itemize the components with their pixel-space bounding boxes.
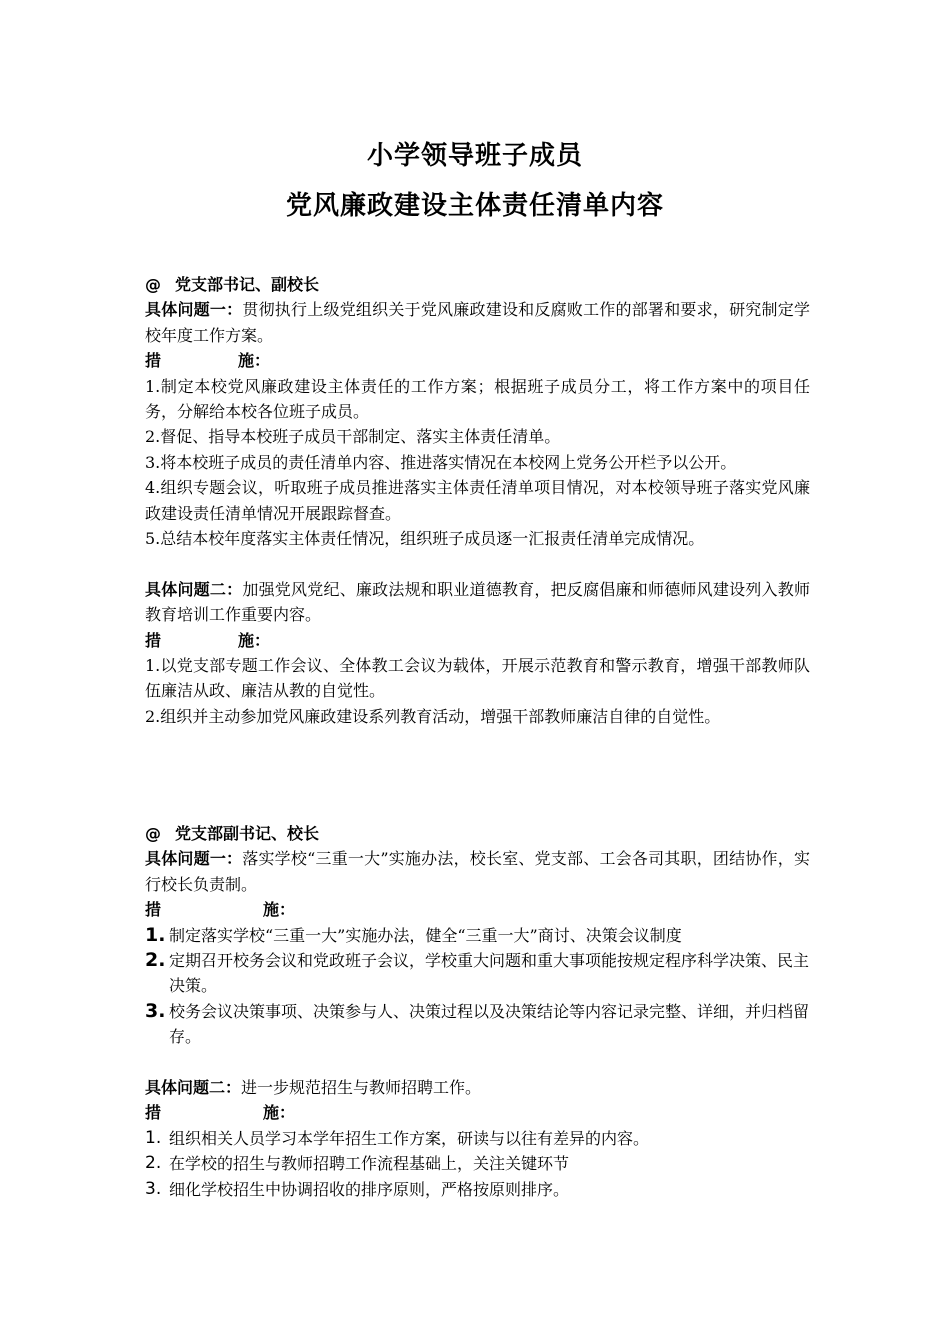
- item-number: 1.: [145, 923, 166, 946]
- measure-item: 3.将本校班子成员的责任清单内容、推进落实情况在本校网上党务公开栏予以公开。: [145, 452, 737, 472]
- measure-item: [145, 1177, 810, 1202]
- measure-item: 5.总结本校年度落实主体责任情况，组织班子成员逐一汇报责任清单完成情况。: [145, 529, 705, 549]
- heading-text: 党支部书记、副校长: [175, 275, 320, 294]
- measure-item: 2.督促、指导本校班子成员干部制定、落实主体责任清单。: [145, 427, 561, 447]
- measures-label: 措 施：: [145, 630, 270, 650]
- item-text: 在学校的招生与教师招聘工作流程基础上，关注关键环节: [169, 1154, 570, 1174]
- measure-item: [145, 923, 810, 948]
- measure-item: [145, 1126, 810, 1151]
- item-text: 细化学校招生中协调招收的排序原则，严格按原则排序。: [169, 1179, 570, 1199]
- section-principal: [145, 821, 810, 1202]
- problem-label: 具体问题一：: [145, 300, 243, 320]
- heading-marker: @: [145, 275, 161, 294]
- problem-label: 具体问题一：: [145, 849, 243, 869]
- measure-item: 2.组织并主动参加党风廉政建设系列教育活动，增强干部教师廉洁自律的自觉性。: [145, 706, 721, 726]
- problem-text: 贯彻执行上级党组织关于党风廉政建设和反腐败工作的部署和要求，研究制定学校年度工作方案。: [145, 300, 810, 345]
- item-text: 校务会议决策事项、决策参与人、决策过程以及决策结论等内容记录完整、详细，并归档留存。: [169, 1001, 810, 1047]
- section-heading: [145, 821, 810, 846]
- problem-label: 具体问题二：: [145, 579, 243, 599]
- problem-text: 进一步规范招生与教师招聘工作。: [241, 1078, 482, 1098]
- measures-label: 措 施：: [145, 1103, 295, 1123]
- measure-item: 1.以党支部专题工作会议、全体教工会议为载体，开展示范教育和警示教育，增强干部教师队伍廉洁从政、廉洁从教的自觉性。: [145, 656, 810, 701]
- problem-paragraph: [145, 297, 810, 348]
- measure-item: [145, 999, 810, 1050]
- measure-item: [145, 1151, 810, 1176]
- problem-text: 落实学校“三重一大”实施办法，校长室、党支部、工会各司其职，团结协作，实行校长负责制。: [145, 849, 810, 894]
- item-text: 制定落实学校“三重一大”实施办法，健全“三重一大”商讨、决策会议制度: [169, 925, 682, 945]
- section-party-secretary: [145, 272, 810, 729]
- problem-text: 加强党风党纪、廉政法规和职业道德教育，把反腐倡廉和师德师风建设列入教师教育培训工作重要内容。: [145, 579, 810, 625]
- problem-paragraph: [145, 1075, 810, 1100]
- measures-label: 措 施：: [145, 351, 270, 371]
- heading-marker: @: [145, 824, 161, 843]
- item-text: 定期召开校务会议和党政班子会议，学校重大问题和重大事项能按规定程序科学决策、民主决策。: [169, 951, 810, 996]
- item-number: 2.: [145, 1153, 162, 1174]
- item-number: 2.: [145, 949, 166, 972]
- problem-paragraph: [145, 846, 810, 897]
- heading-text: 党支部副书记、校长: [175, 824, 320, 843]
- measure-item: 1.制定本校党风廉政建设主体责任的工作方案；根据班子成员分工，将工作方案中的项目任务，分解给本校各位班子成员。: [145, 376, 810, 422]
- item-number: 3.: [145, 1178, 162, 1199]
- item-number: 1.: [145, 1127, 162, 1148]
- measures-label: 措 施：: [145, 900, 295, 920]
- item-number: 3.: [145, 999, 166, 1022]
- measure-item: 4.组织专题会议，听取班子成员推进落实主体责任清单项目情况，对本校领导班子落实党风廉政建设责任清单情况开展跟踪督查。: [145, 478, 810, 523]
- section-heading: [145, 272, 810, 297]
- document-title-line2: 党风廉政建设主体责任清单内容: [285, 191, 664, 221]
- problem-label: 具体问题二：: [145, 1078, 242, 1098]
- measure-item: [145, 948, 810, 999]
- document-title-line1: 小学领导班子成员: [366, 141, 583, 171]
- item-text: 组织相关人员学习本学年招生工作方案，研读与以往有差异的内容。: [169, 1128, 650, 1148]
- problem-paragraph: [145, 577, 810, 628]
